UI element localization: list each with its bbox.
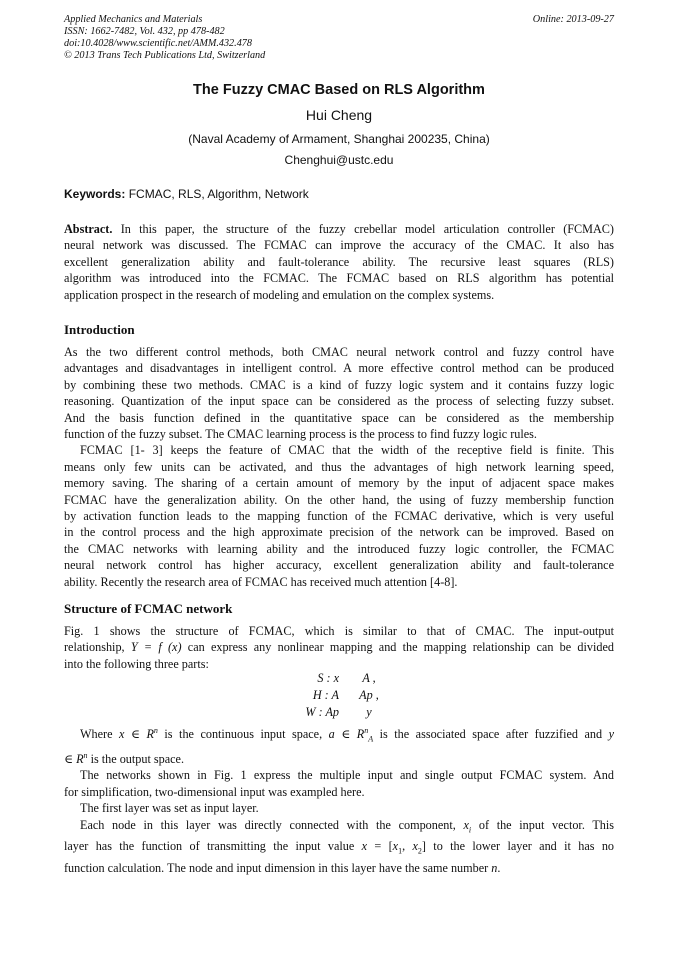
intro-line: ability. Recently the research area of FCMAC has received much attention [4-8]. <box>64 574 458 589</box>
intro-line: function of the fuzzy subset. The CMAC learning process is the process to find fuzzy logic rules. <box>64 427 537 442</box>
layer-x1: x <box>392 839 399 854</box>
equation-2 <box>0 688 678 703</box>
each-text: of the input vector. This <box>471 817 615 832</box>
where-line <box>64 723 614 748</box>
layer-line <box>64 838 614 860</box>
intro-line: neural network control has higher accuracy, excellent generalization ability and fault-tolerance <box>64 558 614 573</box>
journal-doi: doi:10.4028/www.scientific.net/AMM.432.478 <box>64 38 252 49</box>
eq1-lhs: S : x <box>317 671 339 685</box>
structure-line: into the following three parts: <box>64 656 209 671</box>
structure-line: for simplification, two-dimensional input was exampled here. <box>64 784 365 799</box>
where-x: x <box>118 727 125 742</box>
equation-1 <box>0 671 678 686</box>
keywords <box>64 187 309 201</box>
layer-x2: x <box>412 839 418 854</box>
structure-line: The first layer was set as input layer. <box>80 801 259 816</box>
intro-line: in the control process and the high approximate precision of the network can be improved. Based on <box>64 525 614 540</box>
layer-sub-2: 2 <box>417 846 422 856</box>
equation-3 <box>0 705 678 720</box>
where-n: n <box>364 726 369 735</box>
rel-prefix: relationship, <box>64 640 131 655</box>
func-text: . <box>497 861 501 876</box>
where-text: Where <box>80 727 119 742</box>
author-email: Chenghui@ustc.edu <box>284 153 394 167</box>
intro-line: means only few units can be activated, and thus the advantages of high network learning speed, <box>64 459 614 474</box>
where-text: is the output space. <box>87 751 184 766</box>
intro-line: reasoning. Quantization of the input space can be considered as the process of selecting fuzzy subset. <box>64 394 614 409</box>
eq2-lhs: H : A <box>312 688 339 702</box>
author-affiliation: (Naval Academy of Armament, Shanghai 200235, China) <box>188 132 490 146</box>
where-R: R <box>146 727 154 742</box>
abstract-label: Abstract. <box>64 222 113 236</box>
journal-issn: ISSN: 1662-7482, Vol. 432, pp 478-482 <box>64 26 225 37</box>
layer-text: ] to the lower layer and it has no <box>421 839 615 854</box>
rel-suffix: can express any nonlinear mapping and the mapping relationship can be divided <box>181 640 614 655</box>
layer-x: x <box>361 839 368 854</box>
eq3-lhs: W : Ap <box>305 705 339 719</box>
keywords-label: Keywords: <box>64 187 126 201</box>
introduction-body <box>64 344 614 590</box>
keywords-text: FCMAC, RLS, Algorithm, Network <box>125 187 309 201</box>
journal-info <box>64 14 614 62</box>
where-a: a <box>328 727 335 742</box>
where-R: R <box>356 727 365 742</box>
structure-line-relationship <box>64 639 614 655</box>
where-R: R <box>76 751 84 766</box>
where-line-2 <box>64 748 614 767</box>
abstract-line: neural network was discussed. The FCMAC can improve the accuracy of the CMAC. It also has <box>64 238 614 253</box>
eq3-rhs: y <box>366 705 372 719</box>
intro-line: advantages and disadvantages in intelligent control. A more effective control method can be produced <box>64 361 614 376</box>
each-text: Each node in this layer was directly connected with the component, <box>80 817 464 832</box>
where-y: y <box>608 727 615 742</box>
paper-title: The Fuzzy CMAC Based on RLS Algorithm <box>193 82 485 98</box>
intro-line: And the basis function defined in the quantitative space can be considered as the membership <box>64 410 614 425</box>
where-in: ∈ <box>334 727 357 742</box>
where-text: is the continuous input space, <box>157 727 329 742</box>
each-x: x <box>463 817 469 832</box>
structure-heading: Structure of FCMAC network <box>64 601 233 616</box>
eq2-rhs: Ap , <box>359 688 379 702</box>
author-name: Hui Cheng <box>305 107 373 123</box>
layer-text: layer has the function of transmitting the input value <box>64 839 362 854</box>
intro-line: by combining these two methods. CMAC is a kind of fuzzy logic system and it contains fuzzy logic <box>64 377 614 392</box>
intro-line: the CMAC networks with learning ability and the introduced fuzzy logic controller, the FCMAC <box>64 541 614 556</box>
abstract <box>64 221 614 303</box>
each-i: i <box>468 825 472 835</box>
journal-header <box>64 14 614 62</box>
where-n: n <box>83 750 88 760</box>
where-in: ∈ <box>64 751 77 766</box>
layer-text: , <box>402 839 413 854</box>
structure-line: The networks shown in Fig. 1 express the multiple input and single output FCMAC system. And <box>80 768 614 783</box>
intro-line: As the two different control methods, both CMAC neural network control and fuzzy control have <box>64 345 614 359</box>
intro-line: memory saving. The sharing of a certain amount of memory by the input of adjacent space makes <box>64 476 614 491</box>
where-text: is the associated space after fuzzified and <box>373 727 609 742</box>
introduction-heading: Introduction <box>64 322 135 337</box>
where-in: ∈ <box>124 727 147 742</box>
online-date: Online: 2013-09-27 <box>532 14 614 25</box>
intro-line: FCMAC [1- 3] keeps the feature of CMAC that the width of the receptive field is finite. This <box>80 443 614 458</box>
abstract-line: In this paper, the structure of the fuzzy crebellar model articulation controller (FCMAC) <box>112 222 614 236</box>
abstract-line: application prospect in the research of modeling and emulation on the complex systems. <box>64 287 495 302</box>
func-n: n <box>491 861 498 876</box>
func-text: function calculation. The node and input dimension in this layer have the same number <box>64 861 492 876</box>
layer-text: = [ <box>367 839 393 854</box>
layer-sub-1: 1 <box>398 846 403 856</box>
structure-intro <box>64 623 614 672</box>
intro-line: by activation function leads to the mapping function of the FCMAC derivative, which is very useful <box>64 509 614 524</box>
where-n: n <box>153 726 158 735</box>
each-node-line <box>64 817 614 839</box>
abstract-line: algorithm was introduced into the FCMAC. The FCMAC based on RLS algorithm has potential <box>64 271 614 286</box>
journal-copyright: © 2013 Trans Tech Publications Ltd, Switzerland <box>64 50 266 61</box>
where-A: A <box>368 734 374 744</box>
journal-name: Applied Mechanics and Materials <box>64 14 203 25</box>
function-line <box>64 860 614 876</box>
rel-formula: Y = f (x) <box>130 640 182 655</box>
structure-body <box>64 723 614 877</box>
abstract-line: excellent generalization ability and fault-tolerance ability. The recursive least squares (RLS) <box>64 254 614 269</box>
eq1-rhs: A , <box>362 671 376 685</box>
intro-line: FCMAC have the generalization ability. On the other hand, the using of fuzzy membership function <box>64 492 614 507</box>
structure-line: Fig. 1 shows the structure of FCMAC, which is similar to that of CMAC. The input-output <box>64 624 614 638</box>
